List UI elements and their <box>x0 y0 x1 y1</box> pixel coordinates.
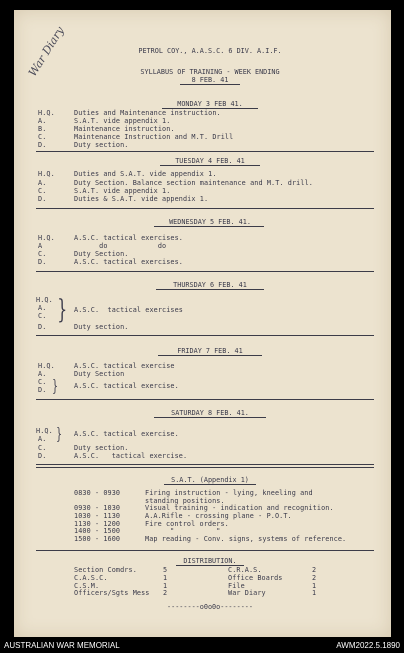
section-divider <box>36 550 374 551</box>
heading-underline <box>160 165 260 166</box>
section-divider <box>36 335 374 336</box>
unit-label: C. <box>38 187 47 195</box>
heading-underline <box>156 289 264 290</box>
appendix-text: Firing instruction - lying, kneeling and <box>145 489 313 497</box>
day-heading: THURSDAY 6 FEB. 41 <box>173 281 247 289</box>
day-heading: SATURDAY 8 FEB. 41. <box>171 409 249 417</box>
schedule-text: Duties and S.A.T. vide appendix 1. <box>74 170 217 178</box>
schedule-text: Duties & S.A.T. vide appendix 1. <box>74 195 209 203</box>
heading-underline <box>164 484 256 485</box>
footer-institution: AUSTRALIAN WAR MEMORIAL <box>4 641 120 650</box>
handwritten-note: War Diary <box>26 24 67 79</box>
schedule-text: A.S.C. tactical exercises. <box>74 234 183 242</box>
schedule-text: Maintenance instruction. <box>74 125 175 133</box>
schedule-text: A.S.C. tactical exercise. <box>74 430 179 438</box>
distribution-name: C.S.M. <box>74 582 100 590</box>
unit-label: H.Q. <box>36 427 53 435</box>
distribution-count: 1 <box>163 582 168 590</box>
distribution-name: War Diary <box>228 589 266 597</box>
distribution-name: C.A.S.C. <box>74 574 108 582</box>
schedule-text: A.S.C. tactical exercises <box>74 306 183 314</box>
schedule-text: Duty Section <box>74 370 125 378</box>
section-divider <box>36 151 374 152</box>
time-slot: 1400 - 1500 <box>74 527 121 535</box>
day-heading: WEDNESDAY 5 FEB. 41. <box>169 218 251 226</box>
time-slot: 0830 - 0930 <box>74 489 121 497</box>
schedule-text: Duty Section. <box>74 250 129 258</box>
appendix-heading: S.A.T. (Appendix 1) <box>171 476 249 484</box>
group-brace: } <box>52 376 59 395</box>
distribution-name: Officers/Sgts Mess <box>74 589 150 597</box>
unit-label: H.Q. <box>38 362 55 370</box>
double-divider <box>36 464 374 468</box>
unit-label: A. <box>38 117 47 125</box>
time-slot: 1130 - 1200 <box>74 520 121 528</box>
schedule-text: S.A.T. vide appendix 1. <box>74 117 171 125</box>
distribution-heading: DISTRIBUTION. <box>183 557 237 565</box>
appendix-text: Map reading - Conv. signs, systems of reference. <box>145 535 347 543</box>
distribution-count: 2 <box>312 566 317 574</box>
document-date: 8 FEB. 41 <box>191 76 229 84</box>
unit-label: C. <box>38 133 47 141</box>
schedule-text: A.S.C. tactical exercises. <box>74 258 183 266</box>
unit-label: C. <box>38 250 47 258</box>
unit-label: H.Q. <box>38 234 55 242</box>
document-subtitle: SYLLABUS OF TRAINING - WEEK ENDING <box>140 68 280 76</box>
group-brace: } <box>56 424 63 443</box>
distribution-count: 1 <box>312 589 317 597</box>
time-slot: 1030 - 1130 <box>74 512 121 520</box>
unit-label: A. <box>38 435 47 443</box>
date-underline <box>180 84 240 85</box>
heading-underline <box>158 355 262 356</box>
day-heading: MONDAY 3 FEB 41. <box>177 100 243 108</box>
unit-label: D. <box>38 258 47 266</box>
day-heading: FRIDAY 7 FEB. 41 <box>177 347 243 355</box>
section-divider <box>36 399 374 400</box>
unit-label: B. <box>38 125 47 133</box>
schedule-text: A.S.C. tactical exercise. <box>74 452 188 460</box>
time-slot: 1500 - 1600 <box>74 535 121 543</box>
distribution-name: File <box>228 582 245 590</box>
schedule-text: A.S.C. tactical exercise <box>74 362 175 370</box>
appendix-text: Fire control orders. <box>145 520 229 528</box>
heading-underline <box>154 226 264 227</box>
unit-label: H.Q. <box>38 170 55 178</box>
unit-label: D. <box>38 323 47 331</box>
schedule-text: Duties and Maintenance instruction. <box>74 109 221 117</box>
time-slot: 0930 - 1030 <box>74 504 121 512</box>
schedule-text: do do <box>74 242 167 250</box>
schedule-text: Duty section. <box>74 444 129 452</box>
schedule-text: A.S.C. tactical exercise. <box>74 382 179 390</box>
unit-label: A. <box>38 179 47 187</box>
unit-label: D. <box>38 195 47 203</box>
heading-underline <box>154 417 266 418</box>
appendix-text: " " <box>145 527 221 535</box>
schedule-text: Maintenance Instruction and M.T. Drill <box>74 133 234 141</box>
footer-accession-number: AWM2022.5.1890 <box>336 641 400 650</box>
unit-label: A. <box>38 304 47 312</box>
section-divider <box>36 208 374 209</box>
distribution-count: 5 <box>163 566 168 574</box>
appendix-text: standing positions. <box>145 497 225 505</box>
unit-label: D. <box>38 141 47 149</box>
unit-label: D. <box>38 452 47 460</box>
schedule-text: Duty section. <box>74 323 129 331</box>
document-end-mark: --------o0o0o-------- <box>167 603 253 611</box>
distribution-count: 2 <box>312 574 317 582</box>
day-heading: TUESDAY 4 FEB. 41 <box>175 157 245 165</box>
schedule-text: Duty section. <box>74 141 129 149</box>
distribution-count: 1 <box>163 574 168 582</box>
unit-label: C. <box>38 378 47 386</box>
unit-label: H.Q. <box>36 296 53 304</box>
footer-bar <box>0 637 404 653</box>
unit-label: A <box>38 242 43 250</box>
schedule-text: S.A.T. vide appendix 1. <box>74 187 171 195</box>
unit-label: H.Q. <box>38 109 55 117</box>
distribution-name: Section Comdrs. <box>74 566 137 574</box>
appendix-text: Visual training - indication and recognition. <box>145 504 334 512</box>
schedule-text: Duty Section. Balance section maintenance and M.T. drill. <box>74 179 313 187</box>
appendix-text: A.A.Rifle - crossing plane - P.O.T. <box>145 512 292 520</box>
unit-label: D. <box>38 386 47 394</box>
unit-label: C. <box>38 312 47 320</box>
unit-label: C. <box>38 444 47 452</box>
distribution-count: 1 <box>312 582 317 590</box>
document-title: PETROL COY., A.A.S.C. 6 DIV. A.I.F. <box>138 47 282 55</box>
distribution-count: 2 <box>163 589 168 597</box>
distribution-name: Office Boards <box>228 574 283 582</box>
section-divider <box>36 271 374 272</box>
distribution-name: C.R.A.S. <box>228 566 262 574</box>
unit-label: A. <box>38 370 47 378</box>
group-brace: } <box>57 295 68 325</box>
